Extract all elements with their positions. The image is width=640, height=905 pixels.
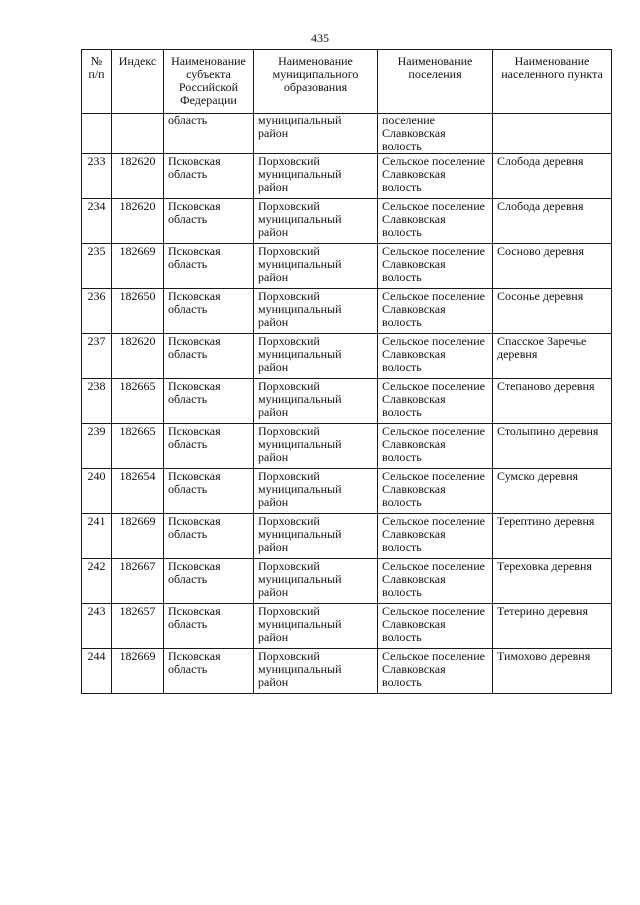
cell-subject: Псковская область (164, 244, 254, 289)
cell-locality: Тимохово деревня (493, 649, 612, 694)
cell-settlement: Сельское поселение Славковская волость (378, 424, 493, 469)
cell-settlement: Сельское поселение Славковская волость (378, 604, 493, 649)
cell-num: 242 (82, 559, 112, 604)
table-row (82, 334, 612, 379)
cell-index: 182620 (112, 154, 164, 199)
cell-subject: Псковская область (164, 469, 254, 514)
cell-municipal: Порховский муниципальный район (254, 559, 378, 604)
cell-num: 234 (82, 199, 112, 244)
cell-municipal: Порховский муниципальный район (254, 604, 378, 649)
cell-index: 182657 (112, 604, 164, 649)
cell-subject: Псковская область (164, 334, 254, 379)
cell-subject: Псковская область (164, 379, 254, 424)
cell-locality: Тетерино деревня (493, 604, 612, 649)
cell-subject: область (164, 114, 254, 154)
cell-num (82, 114, 112, 154)
cell-settlement: Сельское поселение Славковская волость (378, 154, 493, 199)
table-row (82, 559, 612, 604)
cell-municipal: Порховский муниципальный район (254, 424, 378, 469)
header-subject: Наименование субъекта Российской Федерации (164, 50, 254, 114)
cell-index: 182669 (112, 244, 164, 289)
cell-settlement: Сельское поселение Славковская волость (378, 469, 493, 514)
cell-index: 182669 (112, 514, 164, 559)
cell-municipal: Порховский муниципальный район (254, 469, 378, 514)
cell-municipal: Порховский муниципальный район (254, 379, 378, 424)
table-row (82, 154, 612, 199)
cell-index: 182650 (112, 289, 164, 334)
cell-municipal: Порховский муниципальный район (254, 334, 378, 379)
table-row (82, 469, 612, 514)
cell-municipal: Порховский муниципальный район (254, 154, 378, 199)
cell-settlement: Сельское поселение Славковская волость (378, 379, 493, 424)
header-num: № п/п (82, 50, 112, 114)
cell-settlement: Сельское поселение Славковская волость (378, 559, 493, 604)
cell-subject: Псковская область (164, 559, 254, 604)
table-row (82, 244, 612, 289)
cell-locality: Слобода деревня (493, 154, 612, 199)
header-locality: Наименование населенного пункта (493, 50, 612, 114)
cell-subject: Псковская область (164, 289, 254, 334)
header-municipal: Наименование муниципального образования (254, 50, 378, 114)
cell-locality: Тереховка деревня (493, 559, 612, 604)
cell-index: 182669 (112, 649, 164, 694)
header-settlement: Наименование поселения (378, 50, 493, 114)
cell-locality: Слобода деревня (493, 199, 612, 244)
cell-settlement: Сельское поселение Славковская волость (378, 289, 493, 334)
cell-subject: Псковская область (164, 199, 254, 244)
cell-num: 244 (82, 649, 112, 694)
page-number: 435 (311, 31, 329, 45)
cell-num: 233 (82, 154, 112, 199)
cell-num: 237 (82, 334, 112, 379)
cell-locality: Степаново деревня (493, 379, 612, 424)
cell-subject: Псковская область (164, 154, 254, 199)
table-row (82, 424, 612, 469)
cell-index: 182667 (112, 559, 164, 604)
cell-locality (493, 114, 612, 154)
table-row (82, 199, 612, 244)
cell-subject: Псковская область (164, 514, 254, 559)
cell-municipal: Порховский муниципальный район (254, 649, 378, 694)
table-row-continuation (82, 114, 612, 154)
cell-index: 182620 (112, 334, 164, 379)
table-row (82, 604, 612, 649)
cell-municipal: Порховский муниципальный район (254, 199, 378, 244)
cell-index: 182620 (112, 199, 164, 244)
cell-settlement: Сельское поселение Славковская волость (378, 244, 493, 289)
cell-index (112, 114, 164, 154)
header-index: Индекс (112, 50, 164, 114)
cell-locality: Сумско деревня (493, 469, 612, 514)
settlements-table (81, 49, 612, 694)
cell-settlement: Сельское поселение Славковская волость (378, 199, 493, 244)
table-row (82, 379, 612, 424)
table-body (82, 114, 612, 694)
cell-municipal: Порховский муниципальный район (254, 244, 378, 289)
cell-settlement: Сельское поселение Славковская волость (378, 514, 493, 559)
cell-num: 240 (82, 469, 112, 514)
cell-subject: Псковская область (164, 424, 254, 469)
cell-index: 182665 (112, 379, 164, 424)
table-header (82, 50, 612, 114)
cell-locality: Столыпино деревня (493, 424, 612, 469)
cell-index: 182654 (112, 469, 164, 514)
cell-locality: Спасское Заречье деревня (493, 334, 612, 379)
cell-locality: Сосонье деревня (493, 289, 612, 334)
cell-municipal: муниципальный район (254, 114, 378, 154)
cell-locality: Сосново деревня (493, 244, 612, 289)
cell-num: 238 (82, 379, 112, 424)
cell-municipal: Порховский муниципальный район (254, 514, 378, 559)
cell-num: 235 (82, 244, 112, 289)
table-row (82, 289, 612, 334)
header-row (82, 50, 612, 114)
cell-num: 241 (82, 514, 112, 559)
cell-index: 182665 (112, 424, 164, 469)
cell-municipal: Порховский муниципальный район (254, 289, 378, 334)
table-row (82, 514, 612, 559)
table-row (82, 649, 612, 694)
cell-settlement: Сельское поселение Славковская волость (378, 334, 493, 379)
cell-num: 236 (82, 289, 112, 334)
cell-subject: Псковская область (164, 649, 254, 694)
cell-settlement: поселение Славковская волость (378, 114, 493, 154)
cell-locality: Терептино деревня (493, 514, 612, 559)
cell-subject: Псковская область (164, 604, 254, 649)
cell-num: 243 (82, 604, 112, 649)
cell-settlement: Сельское поселение Славковская волость (378, 649, 493, 694)
cell-num: 239 (82, 424, 112, 469)
